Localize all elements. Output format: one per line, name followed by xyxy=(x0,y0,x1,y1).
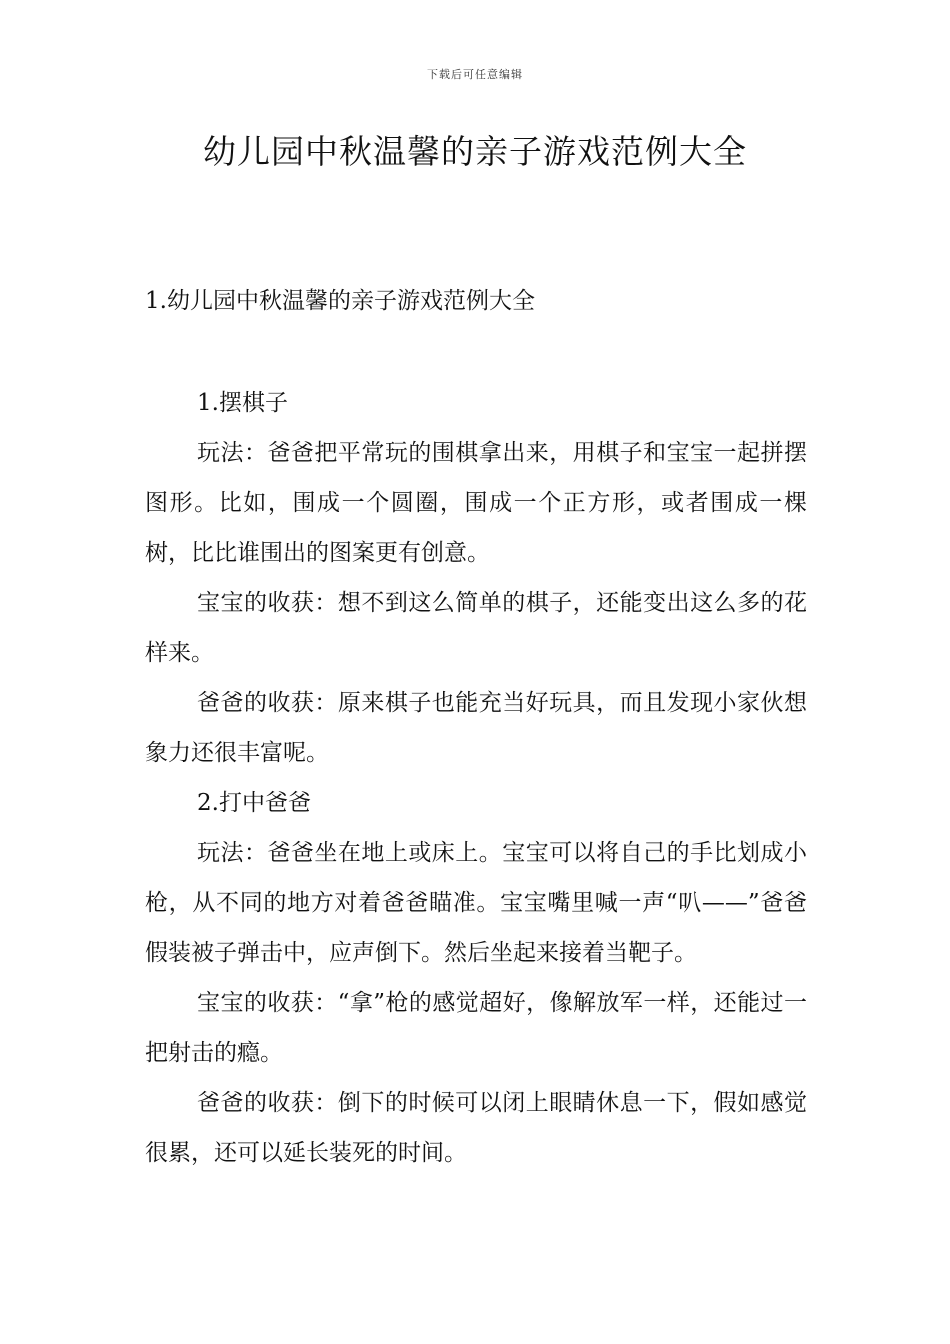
paragraph-baby-gain-1: 宝宝的收获：想不到这么简单的棋子，还能变出这么多的花样来。 xyxy=(145,590,807,666)
paragraph-dad-gain-1: 爸爸的收获：原来棋子也能充当好玩具，而且发现小家伙想象力还很丰富呢。 xyxy=(145,690,807,766)
paragraph-dad-gain-2: 爸爸的收获：倒下的时候可以闭上眼睛休息一下，假如感觉很累，还可以延长装死的时间。 xyxy=(145,1090,807,1166)
section-heading: 1.幼儿园中秋温馨的亲子游戏范例大全 xyxy=(145,288,535,314)
paragraph-gameplay-2: 玩法：爸爸坐在地上或床上。宝宝可以将自己的手比划成小枪，从不同的地方对着爸爸瞄准。宝宝嘴里喊一声“叭——”爸爸假装被子弹击中，应声倒下。然后坐起来接着当靶子。 xyxy=(145,840,807,966)
document-title: 幼儿园中秋温馨的亲子游戏范例大全 xyxy=(203,132,747,171)
document-body xyxy=(145,378,807,1178)
paragraph-gameplay-1: 玩法：爸爸把平常玩的围棋拿出来，用棋子和宝宝一起拼摆图形。比如，围成一个圆圈，围成一个正方形，或者围成一棵树，比比谁围出的图案更有创意。 xyxy=(145,440,807,566)
item-heading-2: 2.打中爸爸 xyxy=(197,790,311,816)
header-note: 下载后可任意编辑 xyxy=(427,68,523,81)
paragraph-baby-gain-2: 宝宝的收获：“拿”枪的感觉超好，像解放军一样，还能过一把射击的瘾。 xyxy=(145,990,807,1066)
item-heading-1: 1.摆棋子 xyxy=(197,390,288,416)
